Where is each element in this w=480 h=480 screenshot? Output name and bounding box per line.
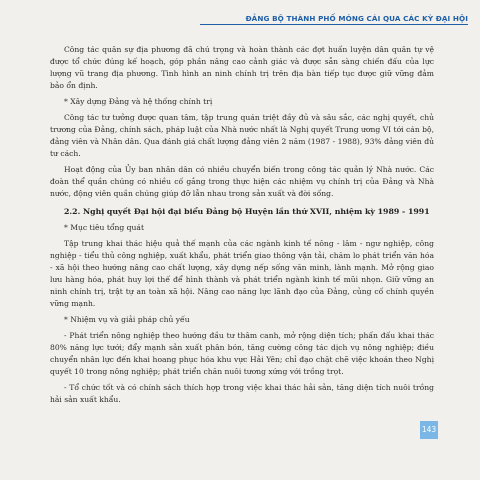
page-number-badge: 143 — [420, 421, 438, 439]
subheading-party-building: * Xây dựng Đảng và hệ thống chính trị — [64, 97, 213, 106]
body-paragraph: Hoạt động của Ủy ban nhân dân có nhiều chuyển biến trong công tác quản lý Nhà nước. Các đoàn thể quần chúng có nhiều cố gắng trong thực hiện các nhiệm vụ chính trị của Đảng và Nhà nước, động viên quần chúng giúp đỡ lẫn nhau trong sản xuất và đời sống. — [50, 165, 434, 198]
page-header — [0, 0, 480, 30]
subheading-tasks: * Nhiệm vụ và giải pháp chủ yếu — [64, 315, 190, 324]
body-paragraph: - Tổ chức tốt và có chính sách thích hợp trong việc khai thác hải sản, tăng diện tích nuôi trồng hải sản xuất khẩu. — [50, 383, 434, 404]
body-paragraph: Công tác quân sự địa phương đã chú trọng và hoàn thành các đợt huấn luyện dân quân tự vệ được tổ chức đúng kế hoạch, góp phần nâng cao cảnh giác và được sẵn sàng chiến đấu của lực lượng vũ trang địa phương. Tình hình an ninh chính trị trên địa bàn tiếp tục được giữ vững đảm bảo ổn định. — [50, 45, 434, 90]
running-header-title: ĐẢNG BỘ THÀNH PHỐ MÓNG CÁI QUA CÁC KỲ ĐẠI HỘI — [245, 14, 468, 23]
body-paragraph: - Phát triển nông nghiệp theo hướng đầu tư thâm canh, mở rộng diện tích; phấn đấu khai thác 80% năng lực tưới; đẩy mạnh sản xuất phân bón, tăng cường công tác dịch vụ nông nghiệp; điều chuyển nhân lực đến khai hoang phục hóa khu vực Hải Yên; chỉ đạo chặt chẽ việc khoán theo Nghị quyết 10 trong nông nghiệp; phát triển chăn nuôi tương xứng với trồng trọt. — [50, 331, 434, 376]
subheading-general-goal: * Mục tiêu tổng quát — [64, 223, 145, 232]
body-paragraph: Công tác tư tưởng được quan tâm, tập trung quán triệt đầy đủ và sâu sắc, các nghị quyết, chủ trương của Đảng, chính sách, pháp luật của Nhà nước nhất là Nghị quyết Trung ương VI tới cán bộ, đảng viên và Nhân dân. Qua đánh giá chất lượng đảng viên 2 năm (1987 - 1988), 93% đảng viên đủ tư cách. — [50, 113, 434, 158]
section-heading: 2.2. Nghị quyết Đại hội đại biểu Đảng bộ Huyện lần thứ XVII, nhiệm kỳ 1989 - 1991 — [64, 207, 430, 216]
body-paragraph: Tập trung khai thác hiệu quả thế mạnh của các ngành kinh tế nông - lâm - ngư nghiệp, công nghiệp - tiểu thủ công nghiệp, xuất khẩu, phát triển giao thông vận tải, chăm lo phát triển văn hóa - xã hội theo hướng nâng cao chất lượng, xây dựng nếp sống văn minh, lành mạnh. Mở rộng giao lưu hàng hóa, phát huy lợi thế để hình thành và phát triển ngành kinh tế mũi nhọn. Giữ vững an ninh chính trị, trật tự an toàn xã hội. Nâng cao năng lực lãnh đạo của Đảng, củng cố chính quyền vững mạnh. — [50, 239, 434, 308]
header-rule — [200, 24, 468, 25]
page-body — [50, 44, 434, 410]
